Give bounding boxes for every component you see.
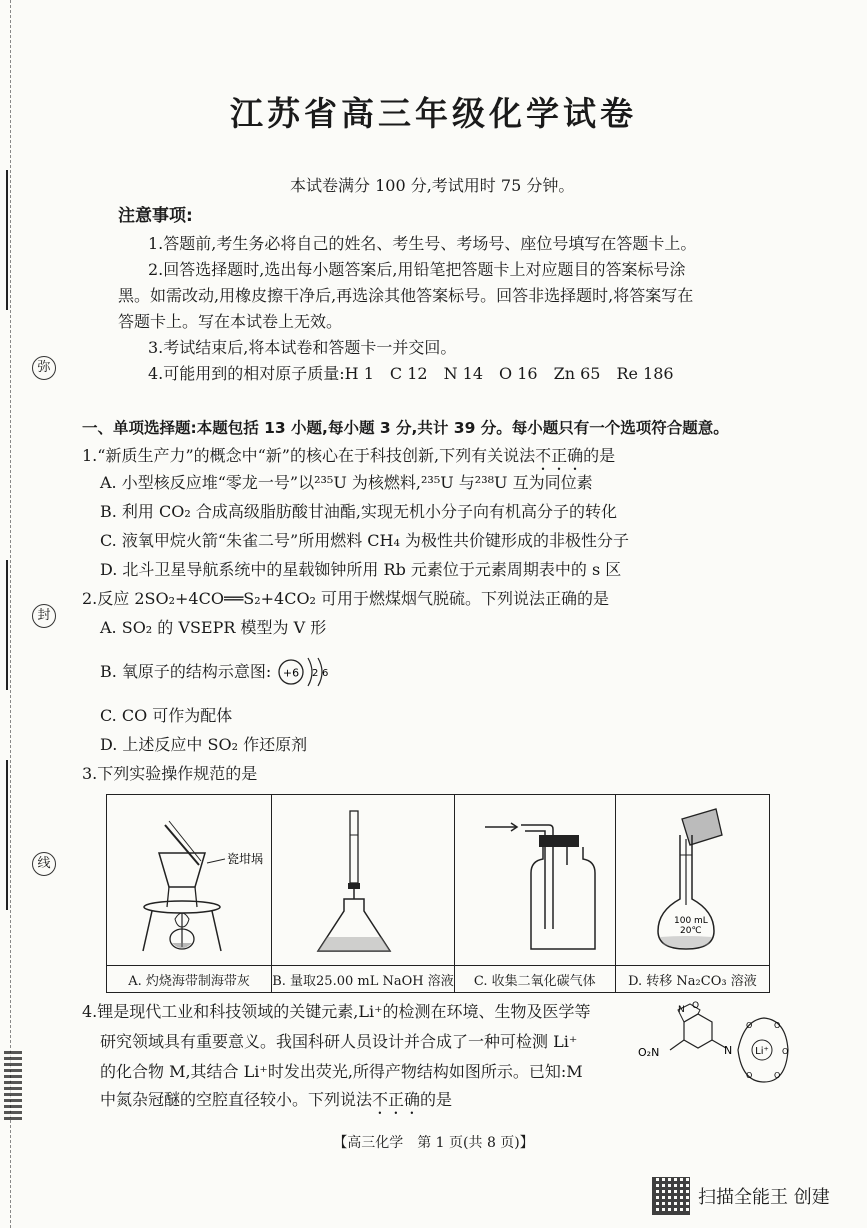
notice-item: 黑。如需改动,用橡皮擦干净后,再选涂其他答案标号。回答非选择题时,将答案写在 — [118, 286, 694, 305]
atom-o: O — [692, 1001, 700, 1011]
oxygen-atom-diagram — [276, 652, 336, 692]
crown-oxygen: O — [774, 1071, 781, 1080]
qr-code-icon — [652, 1177, 690, 1215]
apparatus-a — [107, 795, 272, 966]
flask-volume-label: 100 mL — [673, 916, 708, 926]
question-4-line: 的化合物 M,其结合 Li⁺时发出荧光,所得产物结构如图所示。已知:M — [100, 1062, 583, 1081]
side-qr-icon — [4, 1050, 22, 1120]
atom-n: N — [678, 1005, 685, 1015]
intro-text: 本试卷满分 100 分,考试用时 75 分钟。 — [290, 176, 575, 195]
crucible-label: 瓷坩埚 — [227, 852, 264, 866]
page-title: 江苏省高三年级化学试卷 — [230, 94, 637, 133]
q1-option-a: A. 小型核反应堆“零龙一号”以²³⁵U 为核燃料,²³⁵U 与²³⁸U 互为同位素 — [100, 473, 593, 492]
crown-oxygen: O — [746, 1071, 753, 1080]
lithium-complex-structure — [634, 1000, 794, 1100]
q1-option-b: B. 利用 CO₂ 合成高级脂肪酸甘油酯,实现无机小分子向有机高分子的转化 — [100, 502, 617, 521]
q2-option-b: B. 氧原子的结构示意图: — [100, 662, 272, 681]
section-heading: 一、单项选择题:本题包括 13 小题,每小题 3 分,共计 39 分。每小题只有一个选项符合题意。 — [82, 419, 729, 437]
page-footer: 【高三化学 第 1 页(共 8 页)】 — [333, 1135, 534, 1151]
notice-item: 3.考试结束后,将本试卷和答题卡一并交回。 — [148, 338, 457, 357]
margin-bar — [6, 560, 8, 690]
margin-bar — [6, 760, 8, 910]
margin-char-feng: 封 — [32, 604, 56, 628]
caption-d: D. 转移 Na₂CO₃ 溶液 — [615, 966, 769, 993]
crown-oxygen: O — [746, 1021, 753, 1030]
q2-option-a: A. SO₂ 的 VSEPR 模型为 V 形 — [100, 618, 327, 637]
nitro-group-label: O₂N — [638, 1046, 660, 1059]
lithium-ion-label: Li⁺ — [755, 1046, 769, 1057]
q1-option-c: C. 液氧甲烷火箭“朱雀二号”所用燃料 CH₄ 为极性共价键形成的非极性分子 — [100, 531, 629, 550]
notice-heading: 注意事项: — [118, 206, 193, 226]
question-1-stem: 1.“新质生产力”的概念中“新”的核心在于科技创新,下列有关说法不正确的是 — [82, 446, 616, 465]
nucleus-charge: +6 — [282, 666, 300, 680]
shell-electrons: 2 — [312, 668, 319, 679]
question-4-line: 4.锂是现代工业和科技领域的关键元素,Li⁺的检测在环境、生物及医学等 — [82, 1002, 591, 1021]
apparatus-c — [454, 795, 615, 966]
q1-option-d: D. 北斗卫星导航系统中的星载铷钟所用 Rb 元素位于元素周期表中的 s 区 — [100, 560, 622, 579]
margin-char-mi: 弥 — [32, 356, 56, 380]
experiment-table — [106, 794, 770, 993]
q2-option-c: C. CO 可作为配体 — [100, 706, 233, 725]
crown-oxygen: O — [782, 1047, 789, 1056]
notice-item: 答题卡上。写在本试卷上无效。 — [118, 312, 343, 331]
apparatus-b — [272, 795, 455, 966]
question-2-stem: 2.反应 2SO₂+4CO══S₂+4CO₂ 可用于燃煤烟气脱硫。下列说法正确的是 — [82, 589, 610, 608]
gas-bottle-icon — [455, 795, 613, 965]
crown-oxygen: O — [774, 1021, 781, 1030]
notice-item: 4.可能用到的相对原子质量:H 1 C 12 N 14 O 16 Zn 65 Re 186 — [148, 364, 674, 383]
crucible-burner-icon — [107, 795, 271, 965]
scanner-text: 扫描全能王 创建 — [698, 1187, 830, 1208]
margin-char-xian: 线 — [32, 852, 56, 876]
burette-flask-icon — [272, 795, 436, 965]
question-3-stem: 3.下列实验操作规范的是 — [82, 764, 258, 783]
scanner-watermark — [652, 1176, 852, 1216]
shell-electrons: 6 — [322, 668, 329, 679]
notice-item: 2.回答选择题时,选出每小题答案后,用铅笔把答题卡上对应题目的答案标号涂 — [148, 260, 686, 279]
apparatus-d — [615, 795, 769, 966]
caption-b: B. 量取25.00 mL NaOH 溶液 — [272, 966, 455, 993]
caption-a: A. 灼烧海带制海带灰 — [107, 966, 272, 993]
flask-temp-label: 20℃ — [679, 926, 702, 936]
volumetric-flask-icon — [616, 795, 764, 965]
q2-option-d: D. 上述反应中 SO₂ 作还原剂 — [100, 735, 308, 754]
question-4-line: 中氮杂冠醚的空腔直径较小。下列说法不正确的是 — [100, 1090, 453, 1109]
margin-bar — [6, 170, 8, 310]
question-4-line: 研究领域具有重要意义。我国科研人员设计并合成了一种可检测 Li⁺ — [100, 1032, 578, 1051]
notice-item: 1.答题前,考生务必将自己的姓名、考生号、考场号、座位号填写在答题卡上。 — [148, 234, 697, 253]
caption-c: C. 收集二氧化碳气体 — [454, 966, 615, 993]
binding-line — [10, 0, 11, 1228]
nitrogen-label: N — [724, 1044, 733, 1057]
